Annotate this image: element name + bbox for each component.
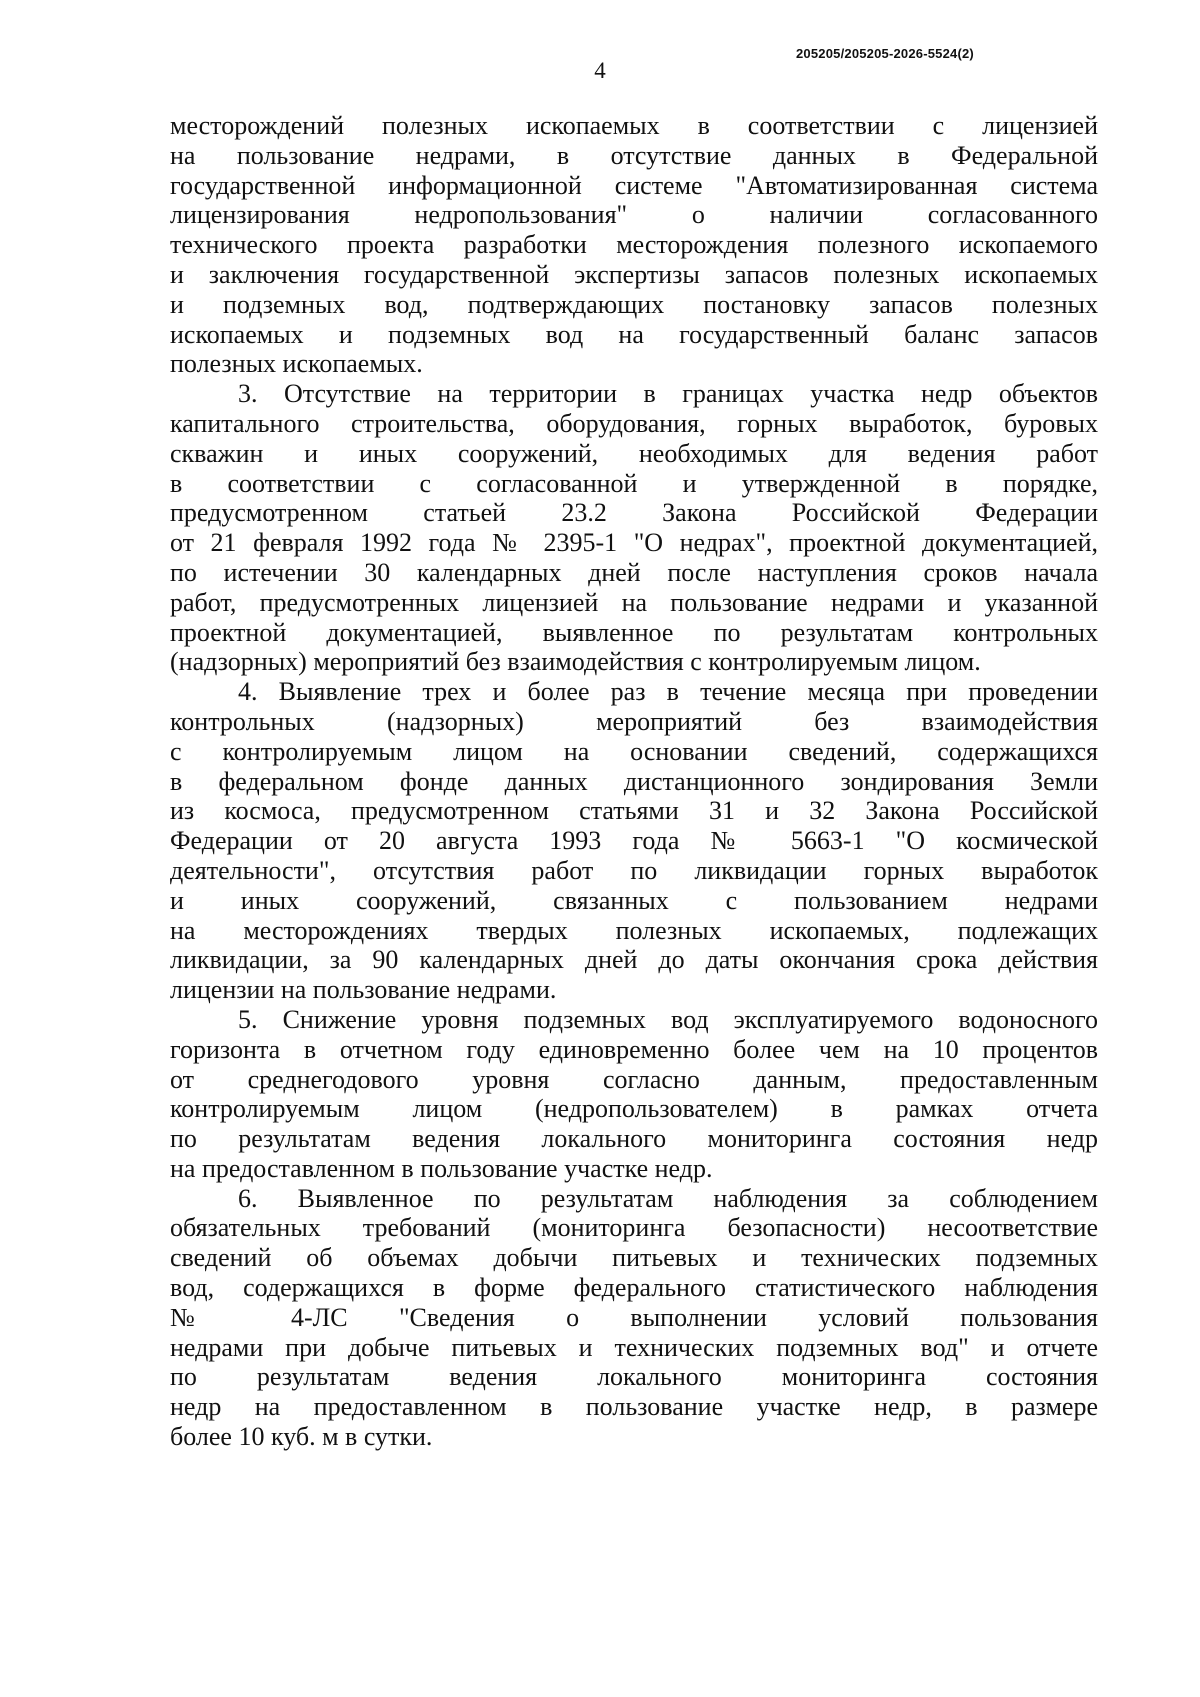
text-line: в федеральном фонде данных дистанционного зондирования Земли (170, 766, 1098, 796)
text-line: № 4-ЛС "Сведения о выполнении условий пользования (170, 1302, 1098, 1332)
text-line: месторождений полезных ископаемых в соответствии с лицензией (170, 111, 1098, 140)
text-line: капитального строительства, оборудования, горных выработок, буровых (170, 408, 1098, 438)
text-line: 6. Выявленное по результатам наблюдения за соблюдением (238, 1183, 1098, 1213)
text-line: и заключения государственной экспертизы запасов полезных ископаемых (170, 259, 1098, 289)
text-line: и подземных вод, подтверждающих постановку запасов полезных (170, 289, 1098, 319)
paragraph-item-6 (170, 1184, 1098, 1452)
text-line: по результатам ведения локального мониторинга состояния недр (170, 1124, 1098, 1154)
text-line: лицензирования недропользования" о наличии согласованного (170, 200, 1098, 230)
paragraph-continuation (170, 111, 1098, 379)
text-line: контролируемым лицом (недропользователем) в рамках отчета (170, 1094, 1098, 1124)
text-line: проектной документацией, выявленное по результатам контрольных (170, 617, 1098, 647)
paragraph-item-5 (170, 1005, 1098, 1184)
text-line: с контролируемым лицом на основании сведений, содержащихся (170, 736, 1098, 766)
text-line: контрольных (надзорных) мероприятий без взаимодействия (170, 706, 1098, 736)
text-line: ликвидации, за 90 календарных дней до даты окончания срока действия (170, 945, 1098, 975)
text-line: обязательных требований (мониторинга безопасности) несоответствие (170, 1213, 1098, 1243)
text-line: вод, содержащихся в форме федерального статистического наблюдения (170, 1273, 1098, 1303)
text-line: 5. Снижение уровня подземных вод эксплуатируемого водоносного (238, 1004, 1098, 1034)
paragraph-item-4 (170, 677, 1098, 1005)
text-line: от среднегодового уровня согласно данным, предоставленным (170, 1064, 1098, 1094)
text-line: Федерации от 20 августа 1993 года № 5663-1 "О космической (170, 826, 1098, 856)
document-id: 205205/205205-2026-5524(2) (796, 46, 974, 61)
text-line: полезных ископаемых. (170, 349, 423, 379)
text-line: от 21 февраля 1992 года № 2395-1 "О недрах", проектной документацией, (170, 528, 1098, 558)
text-line: технического проекта разработки месторождения полезного ископаемого (170, 230, 1098, 260)
text-line: работ, предусмотренных лицензией на пользование недрами и указанной (170, 587, 1098, 617)
text-line: на предоставленном в пользование участке недр. (170, 1153, 713, 1183)
text-line: на месторождениях твердых полезных ископаемых, подлежащих (170, 915, 1098, 945)
text-line: 4. Выявление трех и более раз в течение месяца при проведении (238, 677, 1098, 707)
text-line: деятельности", отсутствия работ по ликвидации горных выработок (170, 855, 1098, 885)
document-body (170, 111, 1098, 1452)
text-line: (надзорных) мероприятий без взаимодействия с контролируемым лицом. (170, 647, 981, 677)
text-line: по истечении 30 календарных дней после наступления сроков начала (170, 557, 1098, 587)
text-line: по результатам ведения локального мониторинга состояния (170, 1362, 1098, 1392)
paragraph-item-3 (170, 379, 1098, 677)
text-line: горизонта в отчетном году единовременно более чем на 10 процентов (170, 1034, 1098, 1064)
text-line: недр на предоставленном в пользование участке недр, в размере (170, 1392, 1098, 1422)
text-line: ископаемых и подземных вод на государственный баланс запасов (170, 319, 1098, 349)
text-line: на пользование недрами, в отсутствие данных в Федеральной (170, 140, 1098, 170)
text-line: и иных сооружений, связанных с пользованием недрами (170, 885, 1098, 915)
text-line: государственной информационной системе "Автоматизированная система (170, 170, 1098, 200)
text-line: скважин и иных сооружений, необходимых для ведения работ (170, 438, 1098, 468)
text-line: из космоса, предусмотренном статьями 31 и 32 Закона Российской (170, 796, 1098, 826)
text-line: более 10 куб. м в сутки. (170, 1422, 433, 1452)
text-line: недрами при добыче питьевых и технических подземных вод" и отчете (170, 1332, 1098, 1362)
text-line: 3. Отсутствие на территории в границах участка недр объектов (238, 379, 1098, 409)
text-line: лицензии на пользование недрами. (170, 975, 557, 1005)
page-number: 4 (594, 58, 606, 83)
text-line: предусмотренном статьей 23.2 Закона Российской Федерации (170, 498, 1098, 528)
text-line: сведений об объемах добычи питьевых и технических подземных (170, 1243, 1098, 1273)
text-line: в соответствии с согласованной и утвержденной в порядке, (170, 468, 1098, 498)
